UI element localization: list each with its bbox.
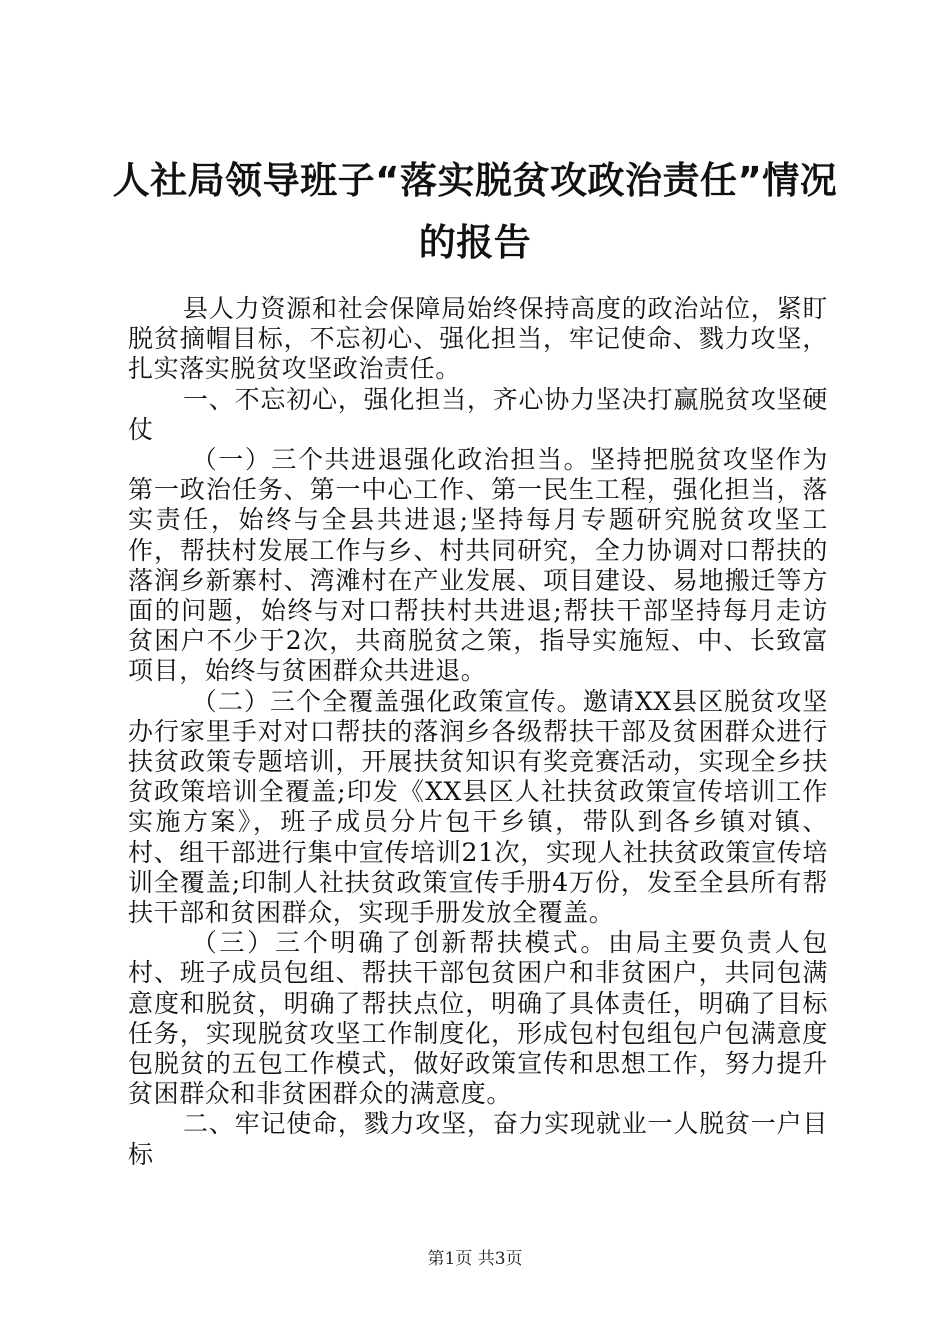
- subsection-paragraph-2: （二）三个全覆盖强化政策宣传。邀请XX县区脱贫攻坚办行家里手对对口帮扶的落润乡各级帮扶干部及贫困群众进行扶贫政策专题培训，开展扶贫知识有奖竞赛活动，实现全乡扶贫政策培训全覆盖;印发《XX县区人社扶贫政策宣传培训工作实施方案》，班子成员分片包干乡镇，带队到各乡镇对镇、村、组干部进行集中宣传培训21次，实现人社扶贫政策宣传培训全覆盖;印制人社扶贫政策宣传手册4万份，发至全县所有帮扶干部和贫困群众，实现手册发放全覆盖。: [128, 686, 828, 928]
- document-body: [128, 294, 828, 1170]
- page-number-footer: 第1页 共3页: [427, 1249, 523, 1269]
- document-title: 人社局领导班子“落实脱贫攻政治责任”情况的报告: [112, 159, 838, 264]
- section-heading-2: 二、牢记使命，戮力攻坚，奋力实现就业一人脱贫一户目标: [128, 1109, 828, 1169]
- subsection-paragraph-3: （三）三个明确了创新帮扶模式。由局主要负责人包村、班子成员包组、帮扶干部包贫困户和非贫困户，共同包满意度和脱贫，明确了帮扶点位，明确了具体责任，明确了目标任务，实现脱贫攻坚工作制度化，形成包村包组包户包满意度包脱贫的五包工作模式，做好政策宣传和思想工作，努力提升贫困群众和非贫困群众的满意度。: [128, 928, 828, 1109]
- subsection-paragraph-1: （一）三个共进退强化政治担当。坚持把脱贫攻坚作为第一政治任务、第一中心工作、第一民生工程，强化担当，落实责任，始终与全县共进退;坚持每月专题研究脱贫攻坚工作，帮扶村发展工作与乡、村共同研究，全力协调对口帮扶的落润乡新寨村、湾滩村在产业发展、项目建设、易地搬迁等方面的问题，始终与对口帮扶村共进退;帮扶干部坚持每月走访贫困户不少于2次，共商脱贫之策，指导实施短、中、长致富项目，始终与贫困群众共进退。: [128, 445, 828, 686]
- intro-paragraph: 县人力资源和社会保障局始终保持高度的政治站位，紧盯脱贫摘帽目标，不忘初心、强化担当，牢记使命、戮力攻坚，扎实落实脱贫攻坚政治责任。: [128, 294, 828, 384]
- section-heading-1: 一、不忘初心，强化担当，齐心协力坚决打赢脱贫攻坚硬仗: [128, 384, 828, 444]
